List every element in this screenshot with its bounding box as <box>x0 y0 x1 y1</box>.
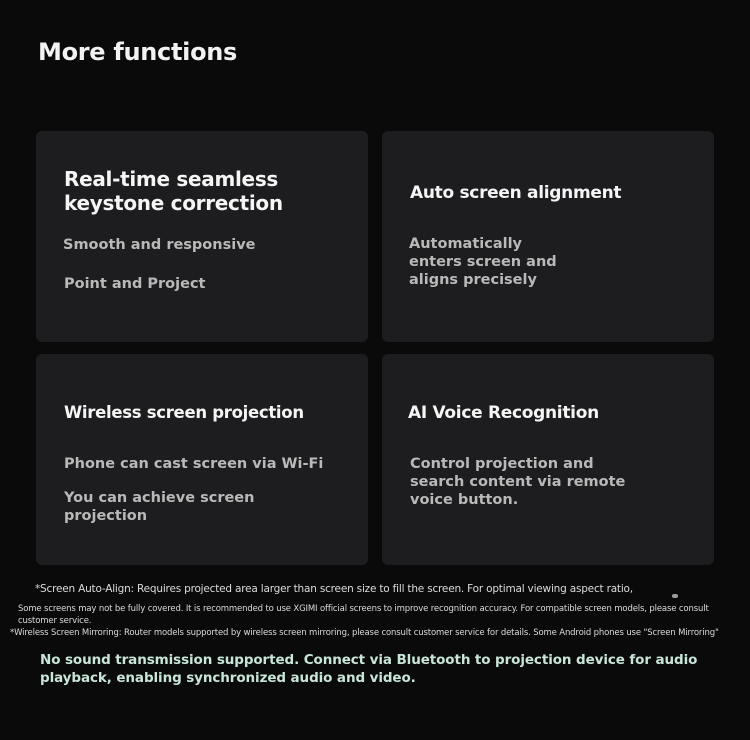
card-description: Automatically enters screen and aligns precisely <box>409 236 557 288</box>
footnote-auto-align: *Screen Auto-Align: Requires projected area larger than screen size to fill the screen. For optimal viewing aspect ratio, <box>35 583 633 595</box>
card-title: Real-time seamless keystone correction <box>64 167 283 215</box>
footnote-auto-align-continued: Some screens may not be fully covered. It is recommended to use XGIMI official screens to improve recognition accuracy. For compatible screen models, please consult customer service. <box>18 604 709 626</box>
card-description: Smooth and responsive <box>63 237 256 253</box>
feature-card-wireless-projection <box>36 354 368 565</box>
decorative-dot <box>672 594 678 598</box>
card-description: Phone can cast screen via Wi-Fi <box>64 456 324 472</box>
feature-card-voice-recognition <box>382 354 714 565</box>
card-title: Auto screen alignment <box>410 183 622 203</box>
card-title: AI Voice Recognition <box>408 403 599 423</box>
card-description: Control projection and search content via remote voice button. <box>410 456 626 508</box>
feature-card-auto-alignment <box>382 131 714 342</box>
page-title: More functions <box>38 38 238 66</box>
footnote-mirroring: *Wireless Screen Mirroring: Router models supported by wireless screen mirroring, please consult customer service for details. Some Android phones use "Screen Mirroring" <box>10 628 719 638</box>
card-description: Point and Project <box>64 276 206 292</box>
card-title: Wireless screen projection <box>64 403 304 422</box>
feature-card-keystone <box>36 131 368 342</box>
footnote-sound: No sound transmission supported. Connect via Bluetooth to projection device for audio playback, enabling synchronized audio and video. <box>40 652 698 686</box>
card-description: You can achieve screen projection <box>64 490 255 524</box>
